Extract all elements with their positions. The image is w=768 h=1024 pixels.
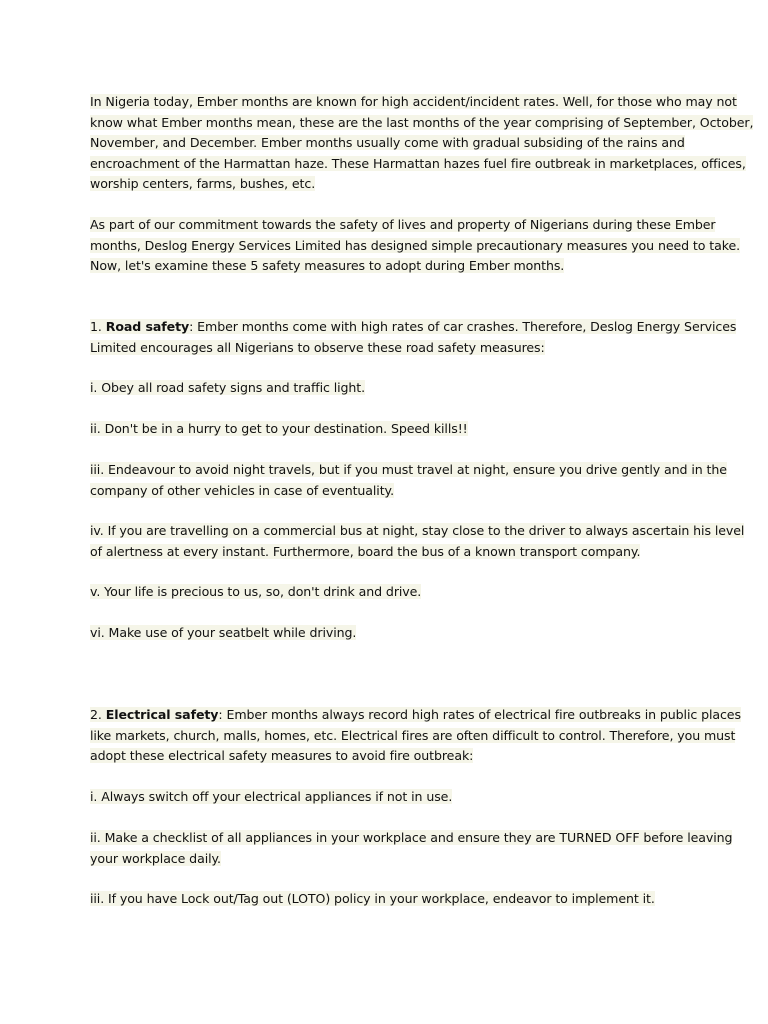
road-safety-number: 1. <box>90 319 106 334</box>
list-item: iii. If you have Lock out/Tag out (LOTO) policy in your workplace, endeavor to implement it. <box>90 891 655 906</box>
list-item: ii. Make a checklist of all appliances in your workplace and ensure they are TURNED OFF before leaving your workplace daily. <box>90 830 733 866</box>
list-item: i. Always switch off your electrical appliances if not in use. <box>90 789 453 804</box>
electrical-safety-intro: : Ember months always record high rates of electrical fire outbreaks in public places like markets, church, malls, homes, etc. Electrical fires are often difficult to control. Therefore, you must adopt these electrical safety measures to avoid fire outbreak: <box>90 707 741 763</box>
road-safety-item-4 <box>90 521 758 562</box>
electrical-safety-heading <box>90 705 758 767</box>
intro-paragraph-1 <box>90 92 758 195</box>
road-safety-title: Road safety <box>105 319 190 334</box>
electrical-safety-item-2 <box>90 828 758 869</box>
road-safety-intro: : Ember months come with high rates of car crashes. Therefore, Deslog Energy Services Limited encourages all Nigerians to observe these road safety measures: <box>90 319 737 355</box>
road-safety-heading <box>90 317 758 358</box>
list-item: iii. Endeavour to avoid night travels, but if you must travel at night, ensure you drive gently and in the company of other vehicles in case of eventuality. <box>90 462 727 498</box>
road-safety-item-6 <box>90 623 758 644</box>
road-safety-item-2 <box>90 419 758 440</box>
list-item: vi. Make use of your seatbelt while driving. <box>90 625 357 640</box>
list-item: i. Obey all road safety signs and traffic light. <box>90 380 366 395</box>
list-item: ii. Don't be in a hurry to get to your destination. Speed kills!! <box>90 421 468 436</box>
intro-paragraph-2 <box>90 215 758 277</box>
electrical-safety-number: 2. <box>90 707 106 722</box>
list-item: v. Your life is precious to us, so, don't drink and drive. <box>90 584 422 599</box>
electrical-safety-title: Electrical safety <box>105 707 219 722</box>
road-safety-item-1 <box>90 378 758 399</box>
intro-paragraph-2-text: As part of our commitment towards the safety of lives and property of Nigerians during these Ember months, Deslog Energy Services Limited has designed simple precautionary measures you need to take. Now, let's examine these 5 safety measures to adopt during Ember months. <box>90 217 741 273</box>
road-safety-item-3 <box>90 460 758 501</box>
intro-paragraph-1-text: In Nigeria today, Ember months are known for high accident/incident rates. Well, for those who may not know what Ember months mean, these are the last months of the year comprising of September, October, November, and December. Ember months usually come with gradual subsiding of the rains and encroachment of the Harmattan haze. These Harmattan hazes fuel fire outbreak in marketplaces, offices, worship centers, farms, bushes, etc. <box>90 94 754 191</box>
electrical-safety-item-1 <box>90 787 758 808</box>
list-item: iv. If you are travelling on a commercial bus at night, stay close to the driver to always ascertain his level of alertness at every instant. Furthermore, board the bus of a known transport company. <box>90 523 745 559</box>
electrical-safety-item-3 <box>90 889 758 910</box>
road-safety-item-5 <box>90 582 758 603</box>
